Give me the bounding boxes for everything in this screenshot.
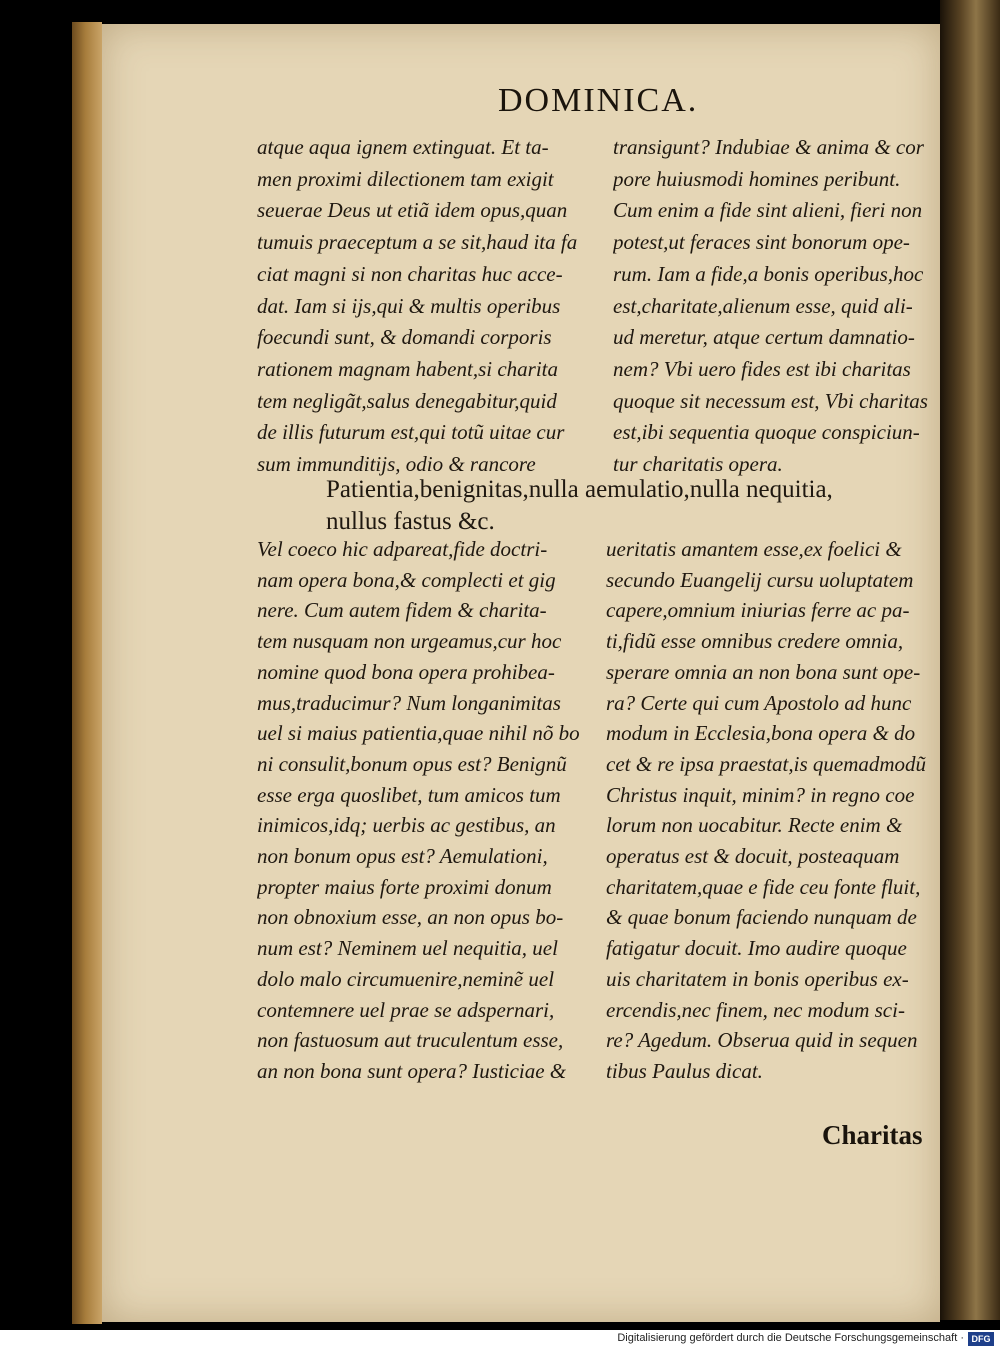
section-heading: Patientia,benignitas,nulla aemulatio,nulla nequitia, nullus fastus &c. [326, 476, 833, 535]
catchword: Charitas [822, 1120, 923, 1150]
column-a-left: atque aqua ignem extinguat. Et ta- men proximi dilectionem tam exigit seuerae Deus ut etiã idem opus,quan tumuis praeceptum a se sit,haud ita fa ciat magni si non charitas huc acce- dat. Iam si ijs,qui & multis operibus foecundi sunt, & domandi corporis rationem magnam habent,si charita tem negligãt,salus denegabitur,quid de illis futurum est,qui totũ uitae cur sum immunditijs, odio & rancore [257, 135, 578, 477]
column-b-left: Vel coeco hic adpareat,fide doctri- nam opera bona,& complecti et gig nere. Cum autem fidem & charita- tem nusquam non urgeamus,cur hoc nomine quod bona opera prohibea- mus,traducimur? Num longanimitas uel si maius patientia,quae nihil nõ bo ni consulit,bonum opus est? Benignũ esse erga quoslibet, tum amicos tum inimicos,idq; uerbis ac gestibus, an non bonum opus est? Aemulationi, propter maius forte proximi donum non obnoxium esse, an non opus bo- num est? Neminem uel nequitia, uel dolo malo circumuenire,neminẽ uel contemnere uel prae se adspernari, non fastuosum aut truculentum esse, an non bona sunt opera? Iusticiae & [257, 537, 580, 1083]
running-head: DOMINICA. [498, 82, 699, 119]
book-edge-left [72, 22, 102, 1324]
footer-bar [0, 1330, 1000, 1349]
footer-credit: Digitalisierung gefördert durch die Deutsche Forschungsgemeinschaft · [617, 1332, 964, 1344]
dfg-logo-icon: DFG [968, 1332, 994, 1346]
column-b-right: ueritatis amantem esse,ex foelici & secundo Euangelij cursu uoluptatem capere,omnium iniurias ferre ac pa- ti,fidũ esse omnibus credere omnia, sperare omnia an non bona sunt ope- ra? Certe qui cum Apostolo ad hunc modum in Ecclesia,bona opera & do cet & re ipsa praestat,is quemadmodũ Christus inquit, minim? in regno coe lorum non uocabitur. Recte enim & operatus est & docuit, posteaquam charitatem,quae e fide ceu fonte fluit, & quae bonum faciendo nunquam de fatigatur docuit. Imo audire quoque uis charitatem in bonis operibus ex- ercendis,nec finem, nec modum sci- re? Agedum. Obserua quid in sequen tibus Paulus dicat. [606, 537, 927, 1083]
column-a-right: transigunt? Indubiae & anima & cor pore huiusmodi homines peribunt. Cum enim a fide sint alieni, fieri non potest,ut feraces sint bonorum ope- rum. Iam a fide,a bonis operibus,hoc est,charitate,alienum esse, quid ali- ud meretur, atque certum damnatio- nem? Vbi uero fides est ibi charitas quoque sit necessum est, Vbi charitas est,ibi sequentia quoque conspiciun- tur charitatis opera. [613, 135, 928, 477]
